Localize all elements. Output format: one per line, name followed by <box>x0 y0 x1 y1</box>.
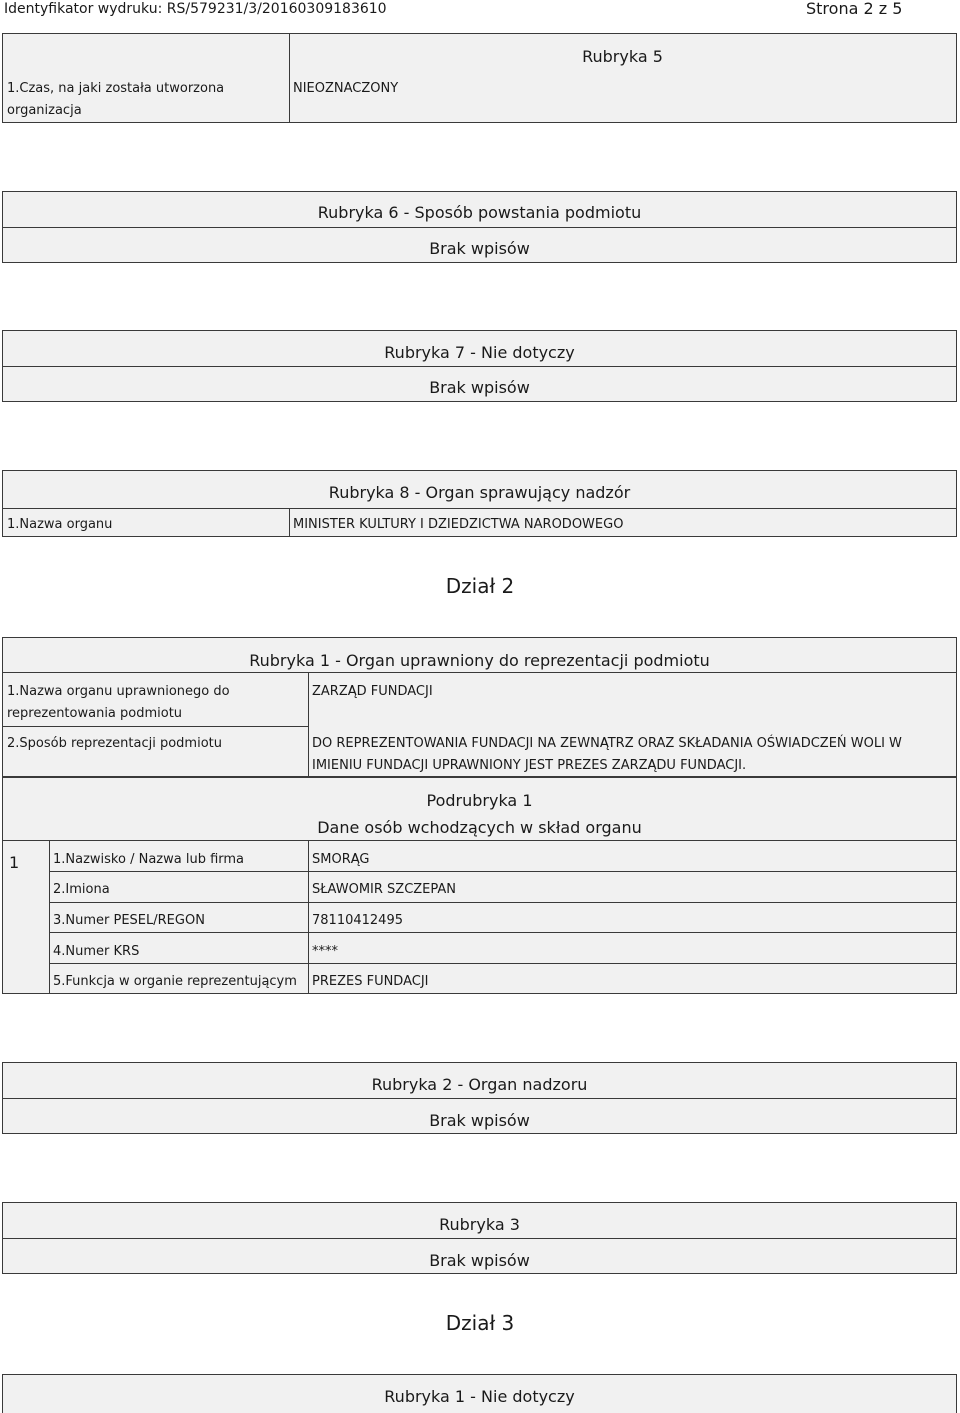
surname-label: 1.Nazwisko / Nazwa lub firma <box>53 852 245 867</box>
dzial-3-rubryka-1-section <box>2 1374 957 1413</box>
function-value: PREZES FUNDACJI <box>312 974 429 989</box>
dzial-2-rubryka-2-empty: Brak wpisów <box>429 1111 530 1130</box>
podrubryka-1-title: Podrubryka 1 <box>426 791 533 810</box>
rubryka-5-label-line1: 1.Czas, na jaki została utworzona <box>7 81 225 96</box>
dzial-2-title: Dział 2 <box>445 574 515 598</box>
organ-name-label-line2: reprezentowania podmiotu <box>7 706 183 721</box>
rubryka-8-title: Rubryka 8 - Organ sprawujący nadzór <box>328 483 631 502</box>
krs-value: **** <box>312 944 338 959</box>
podrubryka-1-subtitle: Dane osób wchodzących w skład organu <box>317 818 642 837</box>
rubryka-7-section <box>2 330 957 402</box>
rubryka-8-value: MINISTER KULTURY I DZIEDZICTWA NARODOWEGO <box>293 517 624 532</box>
representation-method-line2: IMIENIU FUNDACJI UPRAWNIONY JEST PREZES ZARZĄDU FUNDACJI. <box>312 758 747 773</box>
surname-value: SMORĄG <box>312 852 370 867</box>
representation-method-line1: DO REPREZENTOWANIA FUNDACJI NA ZEWNĄTRZ ORAZ SKŁADANIA OŚWIADCZEŃ WOLI W <box>312 736 902 751</box>
rubryka-7-title: Rubryka 7 - Nie dotyczy <box>384 343 575 362</box>
rubryka-5-title: Rubryka 5 <box>582 47 663 66</box>
print-identifier: Identyfikator wydruku: RS/579231/3/20160309183610 <box>4 1 387 17</box>
krs-label: 4.Numer KRS <box>53 944 140 959</box>
representation-method-label: 2.Sposób reprezentacji podmiotu <box>7 736 222 751</box>
dzial-2-rubryka-2-title: Rubryka 2 - Organ nadzoru <box>371 1075 588 1094</box>
pesel-label: 3.Numer PESEL/REGON <box>53 913 205 928</box>
page-number: Strona 2 z 5 <box>806 0 903 18</box>
dzial-2-rubryka-3-empty: Brak wpisów <box>429 1251 530 1270</box>
dzial-3-rubryka-1-title: Rubryka 1 - Nie dotyczy <box>384 1387 575 1406</box>
first-names-value: SŁAWOMIR SZCZEPAN <box>312 882 457 897</box>
dzial-2-rubryka-3-title: Rubryka 3 <box>439 1215 520 1234</box>
podrubryka-1-section <box>2 777 957 994</box>
dzial-2-rubryka-1-title: Rubryka 1 - Organ uprawniony do reprezentacji podmiotu <box>249 651 710 670</box>
rubryka-8-label: 1.Nazwa organu <box>7 517 113 532</box>
dzial-3-title: Dział 3 <box>445 1311 515 1335</box>
rubryka-5-value: NIEOZNACZONY <box>293 81 399 96</box>
rubryka-5-section <box>2 33 957 123</box>
rubryka-5-label-line2: organizacja <box>7 103 82 118</box>
dzial-2-rubryka-2-section <box>2 1062 957 1134</box>
rubryka-8-section <box>2 470 957 537</box>
organ-name-value: ZARZĄD FUNDACJI <box>312 684 433 699</box>
rubryka-6-empty: Brak wpisów <box>429 239 530 258</box>
rubryka-7-empty: Brak wpisów <box>429 378 530 397</box>
function-label: 5.Funkcja w organie reprezentującym <box>53 974 297 989</box>
rubryka-6-title: Rubryka 6 - Sposób powstania podmiotu <box>317 203 642 222</box>
pesel-value: 78110412495 <box>312 913 403 928</box>
dzial-2-rubryka-3-section <box>2 1202 957 1274</box>
dzial-2-rubryka-1-section <box>2 637 957 777</box>
rubryka-6-section <box>2 191 957 263</box>
person-index: 1 <box>9 853 20 872</box>
organ-name-label-line1: 1.Nazwa organu uprawnionego do <box>7 684 230 699</box>
first-names-label: 2.Imiona <box>53 882 110 897</box>
